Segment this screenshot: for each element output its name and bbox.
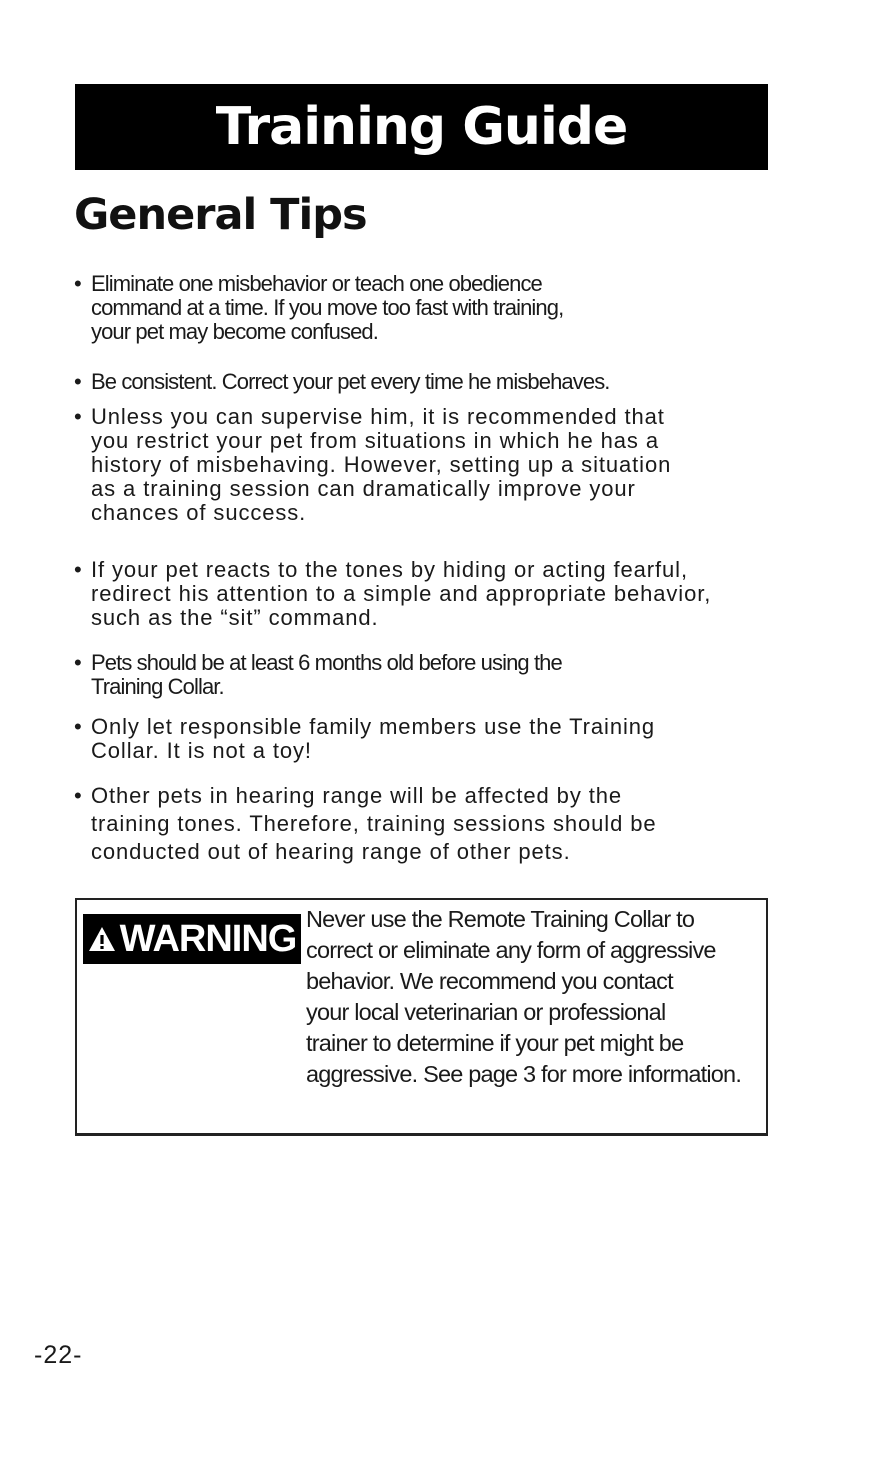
warning-line: behavior. We recommend you contact [306,968,673,994]
tip-line: Eliminate one misbehavior or teach one obedience [91,271,542,296]
tip-line: Be consistent. Correct your pet every time he misbehaves. [91,369,610,394]
warning-line: your local veterinarian or professional [306,999,666,1025]
bullet: • [74,369,81,394]
warning-line: correct or eliminate any form of aggressive [306,937,716,963]
tip-item [74,651,814,699]
bullet: • [74,271,81,296]
tip-line: Pets should be at least 6 months old before using the [91,650,562,675]
warning-triangle-icon [88,925,116,953]
tip-item [74,272,814,344]
page-number: -22- [34,1341,83,1369]
bullet: • [74,714,83,739]
tip-item [74,405,814,525]
tip-item [74,782,814,866]
section-title: General Tips [74,190,367,240]
tip-line: Unless you can supervise him, it is recommended that [91,404,665,429]
warning-label-text: WARNING [119,917,297,960]
tip-item [74,370,814,394]
title-banner [75,84,768,170]
warning-line: aggressive. See page 3 for more information. [306,1061,742,1087]
bullet: • [74,404,83,429]
warning-label [83,914,301,964]
tip-line: you restrict your pet from situations in which he has a [91,428,659,453]
tip-line: your pet may become confused. [91,319,378,344]
tip-item [74,558,834,630]
tip-line: such as the “sit” command. [91,605,379,630]
tip-line: Only let responsible family members use the Training [91,714,656,739]
tip-line: history of misbehaving. However, setting up a situation [91,452,672,477]
bullet: • [74,783,83,808]
bullet: • [74,650,81,675]
tip-line: conducted out of hearing range of other pets. [91,839,571,864]
tip-line: Other pets in hearing range will be affected by the [91,783,623,808]
warning-line: trainer to determine if your pet might be [306,1030,684,1056]
tip-line: training tones. Therefore, training sessions should be [91,811,657,836]
warning-box [75,898,768,1136]
tip-line: redirect his attention to a simple and appropriate behavior, [91,581,712,606]
tip-line: If your pet reacts to the tones by hiding or acting fearful, [91,557,688,582]
warning-line: Never use the Remote Training Collar to [306,906,695,932]
tip-item [74,715,814,763]
warning-text [306,904,766,1090]
tip-line: as a training session can dramatically improve your [91,476,636,501]
tip-line: command at a time. If you move too fast with training, [91,295,564,320]
tip-line: chances of success. [91,500,307,525]
tip-line: Training Collar. [91,674,224,699]
bullet: • [74,557,83,582]
tip-line: Collar. It is not a toy! [91,738,312,763]
page-title: Training Guide [215,97,628,157]
